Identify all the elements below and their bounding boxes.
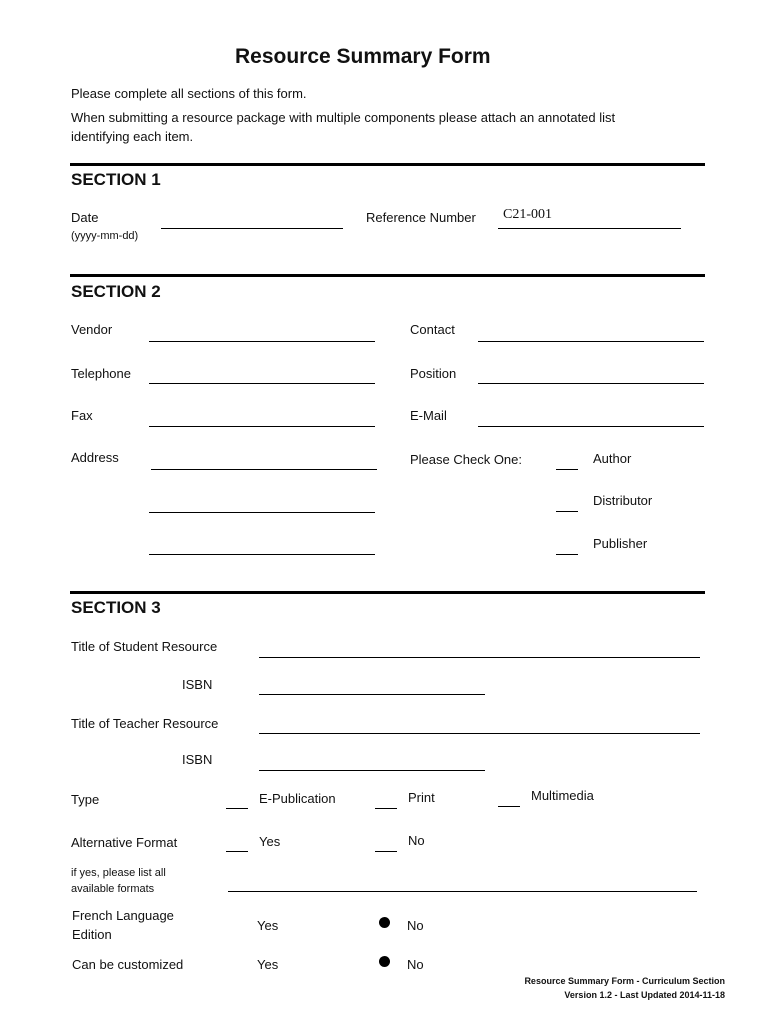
alt-format-note: available formats <box>71 883 155 895</box>
section-1-heading: SECTION 1 <box>71 170 161 189</box>
vendor-label: Vendor <box>71 322 113 337</box>
check-one-label: Please Check One: <box>410 452 523 467</box>
print-option-label: Print <box>408 790 435 805</box>
teacher-resource-title-label: Title of Teacher Resource <box>71 716 219 731</box>
customizable-no-label: No <box>407 957 424 972</box>
customizable-no-selected-dot[interactable] <box>379 956 390 967</box>
reference-number-label: Reference Number <box>366 210 476 225</box>
alt-format-yes-checkbox[interactable] <box>226 851 248 852</box>
teacher-isbn-field[interactable] <box>259 770 485 771</box>
vendor-field[interactable] <box>149 341 375 342</box>
french-edition-label: Edition <box>72 927 112 942</box>
intro-line: identifying each item. <box>71 129 194 144</box>
address-label: Address <box>71 450 119 465</box>
date-label: Date <box>71 210 99 225</box>
french-no-label: No <box>407 918 424 933</box>
french-yes-label: Yes <box>257 918 279 933</box>
publisher-checkbox[interactable] <box>556 554 578 555</box>
publisher-option-label: Publisher <box>593 536 648 551</box>
section-3-heading: SECTION 3 <box>71 598 161 617</box>
multimedia-option-label: Multimedia <box>531 788 594 803</box>
teacher-resource-title-field[interactable] <box>259 733 700 734</box>
intro-line: Please complete all sections of this form. <box>71 86 307 101</box>
contact-label: Contact <box>410 322 455 337</box>
alt-format-no-checkbox[interactable] <box>375 851 397 852</box>
alt-format-note: if yes, please list all <box>71 867 166 879</box>
page-title: Resource Summary Form <box>235 45 491 68</box>
french-edition-label: French Language <box>72 908 174 923</box>
student-resource-title-label: Title of Student Resource <box>71 639 218 654</box>
teacher-isbn-label: ISBN <box>182 752 213 767</box>
date-field[interactable] <box>161 228 343 229</box>
multimedia-checkbox[interactable] <box>498 806 520 807</box>
author-checkbox[interactable] <box>556 469 578 470</box>
footer-version: Version 1.2 - Last Updated 2014-11-18 <box>564 990 725 1000</box>
address-field-line-1[interactable] <box>151 469 377 470</box>
section-2-heading: SECTION 2 <box>71 282 161 301</box>
french-no-selected-dot[interactable] <box>379 917 390 928</box>
email-field[interactable] <box>478 426 704 427</box>
position-field[interactable] <box>478 383 704 384</box>
section-divider <box>70 163 705 166</box>
position-label: Position <box>410 366 457 381</box>
type-label: Type <box>71 792 100 807</box>
email-label: E-Mail <box>410 408 447 423</box>
student-resource-title-field[interactable] <box>259 657 700 658</box>
customizable-yes-label: Yes <box>257 957 279 972</box>
section-divider <box>70 274 705 277</box>
reference-number-value: C21-001 <box>503 207 552 222</box>
telephone-label: Telephone <box>71 366 131 381</box>
date-format-hint: (yyyy-mm-dd) <box>71 230 139 242</box>
address-field-line-3[interactable] <box>149 554 375 555</box>
alt-format-yes-label: Yes <box>259 834 281 849</box>
e-publication-checkbox[interactable] <box>226 808 248 809</box>
footer-title: Resource Summary Form - Curriculum Section <box>524 976 725 986</box>
alternative-format-label: Alternative Format <box>71 835 178 850</box>
e-publication-option-label: E-Publication <box>259 791 336 806</box>
address-field-line-2[interactable] <box>149 512 375 513</box>
distributor-checkbox[interactable] <box>556 511 578 512</box>
student-isbn-field[interactable] <box>259 694 485 695</box>
fax-field[interactable] <box>149 426 375 427</box>
fax-label: Fax <box>71 408 93 423</box>
customizable-label: Can be customized <box>72 957 184 972</box>
available-formats-field[interactable] <box>228 891 697 892</box>
student-isbn-label: ISBN <box>182 677 213 692</box>
distributor-option-label: Distributor <box>593 493 653 508</box>
print-checkbox[interactable] <box>375 808 397 809</box>
section-divider <box>70 591 705 594</box>
telephone-field[interactable] <box>149 383 375 384</box>
author-option-label: Author <box>593 451 632 466</box>
contact-field[interactable] <box>478 341 704 342</box>
reference-number-field[interactable] <box>498 228 681 229</box>
intro-line: When submitting a resource package with multiple components please attach an annotated list <box>71 110 616 125</box>
alt-format-no-label: No <box>408 833 425 848</box>
